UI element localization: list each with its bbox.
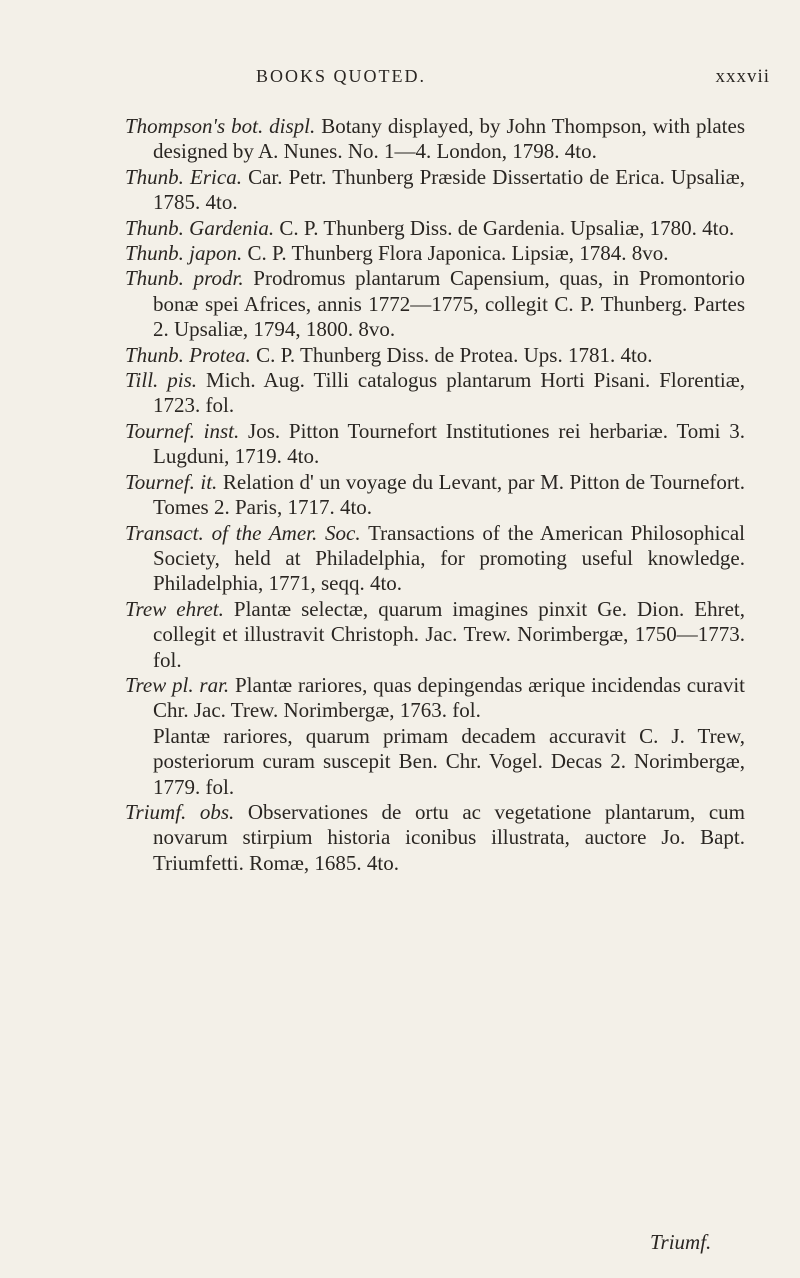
bibliography-entry — [125, 470, 745, 521]
bibliography-list — [125, 114, 745, 876]
entry-text: C. P. Thunberg Diss. de Gardenia. Upsaliæ, 1780. 4to. — [279, 215, 735, 240]
page-header — [0, 66, 800, 90]
entry-abbreviation: Triumf. obs. — [125, 799, 235, 824]
bibliography-entry — [125, 216, 745, 241]
bibliography-entry — [125, 800, 745, 876]
entry-text: Jos. Pitton Tournefort Institutiones rei herbariæ. Tomi 3. Lugduni, 1719. 4to. — [153, 418, 746, 469]
entry-abbreviation: Tournef. it. — [125, 469, 218, 494]
bibliography-entry — [125, 673, 745, 724]
entry-abbreviation: Trew ehret. — [125, 596, 224, 621]
bibliography-entry — [125, 597, 745, 673]
entry-text: Observationes de ortu ac vegetatione plantarum, cum novarum stirpium historia iconibus illustrata, auctore Jo. Bapt. Triumfetti. Romæ, 1685. 4to. — [153, 799, 746, 875]
bibliography-entry — [125, 343, 745, 368]
entry-abbreviation: Thompson's bot. displ. — [125, 114, 316, 138]
entry-text: Prodromus plantarum Capensium, quas, in Promontorio bonæ spei Africes, annis 1772—1775, collegit C. P. Thunberg. Partes 2. Upsaliæ, 1794, 1800. 8vo. — [153, 266, 746, 342]
entry-abbreviation: Trew pl. rar. — [125, 672, 230, 697]
entry-text: Transactions of the American Philosophical Society, held at Philadelphia, for promoting useful knowledge. Philadelphia, 1771, seqq. 4to. — [153, 520, 745, 596]
entry-text: C. P. Thunberg Flora Japonica. Lipsiæ, 1784. 8vo. — [247, 241, 669, 266]
bibliography-entry — [125, 241, 745, 266]
entry-text: Botany displayed, by John Thompson, with plates designed by A. Nunes. No. 1—4. London, 1798. 4to. — [153, 114, 746, 164]
page-number: xxxvii — [715, 66, 770, 87]
entry-abbreviation: Transact. of the Amer. Soc. — [125, 520, 361, 545]
entry-abbreviation: Thunb. japon. — [125, 241, 243, 266]
entry-text: Relation d' un voyage du Levant, par M. Pitton de Tournefort. Tomes 2. Paris, 1717. 4to. — [153, 469, 745, 520]
bibliography-entry — [125, 521, 745, 597]
entry-abbreviation: Thunb. Erica. — [125, 164, 242, 189]
entry-text: Plantæ rariores, quarum primam decadem accuravit C. J. Trew, posteriorum curam suscepit Ben. Chr. Vogel. Decas 2. Norimbergæ, 1779. fol. — [153, 723, 745, 799]
entry-abbreviation: Tournef. inst. — [125, 418, 240, 443]
entry-abbreviation: Till. pis. — [125, 368, 198, 393]
bibliography-entry — [125, 368, 745, 419]
entry-abbreviation: Thunb. Gardenia. — [125, 215, 275, 240]
catchword: Triumf. — [650, 1230, 712, 1254]
entry-abbreviation: Thunb. Protea. — [125, 342, 251, 367]
bibliography-entry-continuation — [125, 724, 745, 800]
entry-abbreviation: Thunb. prodr. — [125, 266, 244, 291]
entry-text: Plantæ selectæ, quarum imagines pinxit Ge. Dion. Ehret, collegit et illustravit Christoph. Jac. Trew. Norimbergæ, 1750—1773. fol. — [153, 596, 745, 672]
bibliography-entry — [125, 266, 745, 342]
bibliography-entry — [125, 419, 745, 470]
bibliography-entry — [125, 165, 745, 216]
entry-text: Car. Petr. Thunberg Præside Dissertatio de Erica. Upsaliæ, 1785. 4to. — [153, 164, 746, 215]
running-title: BOOKS QUOTED. — [256, 66, 426, 86]
entry-text: C. P. Thunberg Diss. de Protea. Ups. 1781. 4to. — [256, 342, 653, 367]
entry-text: Plantæ rariores, quas depingendas ærique incidendas curavit Chr. Jac. Trew. Norimbergæ, 1763. fol. — [153, 672, 746, 723]
bibliography-entry — [125, 114, 745, 165]
entry-text: Mich. Aug. Tilli catalogus plantarum Horti Pisani. Florentiæ, 1723. fol. — [153, 368, 746, 418]
